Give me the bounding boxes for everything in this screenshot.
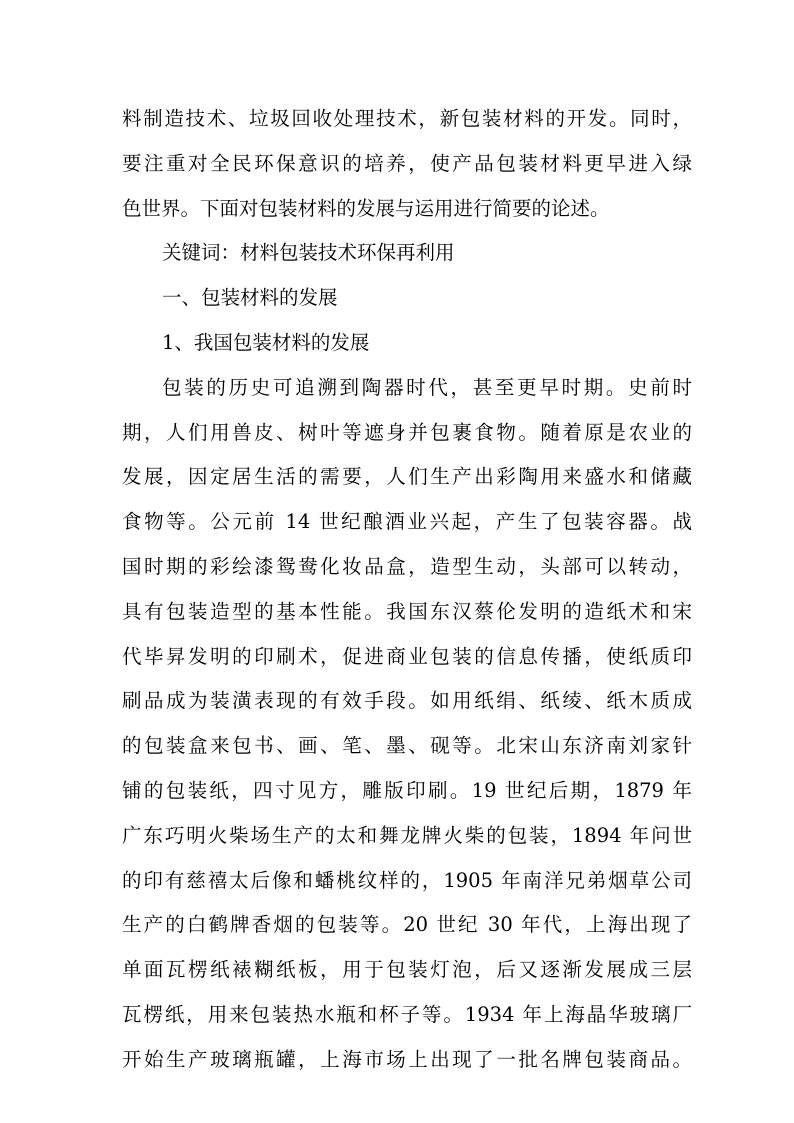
text-line: 料制造技术、垃圾回收处理技术，新包装材料的开发。同时， — [122, 107, 692, 130]
text-line: 具有包装造型的基本性能。我国东汉蔡伦发明的造纸术和宋 — [122, 599, 692, 623]
text-line: 刷品成为装潢表现的有效手段。如用纸绢、纸绫、纸木质成 — [122, 689, 692, 713]
text-line: 国时期的彩绘漆鸳鸯化妆品盒，造型生动，头部可以转动， — [122, 554, 692, 578]
text-line: 单面瓦楞纸裱糊纸板，用于包装灯泡，后又逐渐发展成三层 — [122, 958, 692, 982]
text-line: 食物等。公元前 14 世纪酿酒业兴起，产生了包装容器。战 — [122, 510, 692, 534]
text-line: 代毕昇发明的印刷术，促进商业包装的信息传播，使纸质印 — [122, 644, 692, 668]
keywords-line: 关键词：材料包装技术环保再利用 — [162, 241, 455, 265]
subsection-heading: 1、我国包装材料的发展 — [162, 330, 370, 354]
text-line: 广东巧明火柴场生产的太和舞龙牌火柴的包装，1894 年问世 — [122, 823, 692, 847]
body-text — [122, 101, 692, 1087]
text-line: 包装的历史可追溯到陶器时代，甚至更早时期。史前时 — [162, 375, 692, 399]
text-line: 色世界。下面对包装材料的发展与运用进行简要的论述。 — [122, 196, 610, 220]
text-line: 期，人们用兽皮、树叶等遮身并包裹食物。随着原是农业的 — [122, 420, 692, 444]
text-line: 生产的白鹤牌香烟的包装等。20 世纪 30 年代，上海出现了 — [122, 913, 692, 937]
text-line: 铺的包装纸，四寸见方，雕版印刷。19 世纪后期，1879 年 — [122, 778, 692, 802]
text-line: 开始生产玻璃瓶罐，上海市场上出现了一批名牌包装商品。 — [122, 1047, 692, 1071]
text-line: 要注重对全民环保意识的培养，使产品包装材料更早进入绿 — [122, 151, 692, 175]
text-line: 的印有慈禧太后像和蟠桃纹样的，1905 年南洋兄弟烟草公司 — [122, 868, 692, 892]
section-heading: 一、包装材料的发展 — [162, 286, 338, 310]
text-line: 发展，因定居生活的需要，人们生产出彩陶用来盛水和储藏 — [122, 465, 692, 489]
text-line: 瓦楞纸，用来包装热水瓶和杯子等。1934 年上海晶华玻璃厂 — [122, 1002, 692, 1026]
text-line: 的包装盒来包书、画、笔、墨、砚等。北宋山东济南刘家针 — [122, 734, 692, 758]
